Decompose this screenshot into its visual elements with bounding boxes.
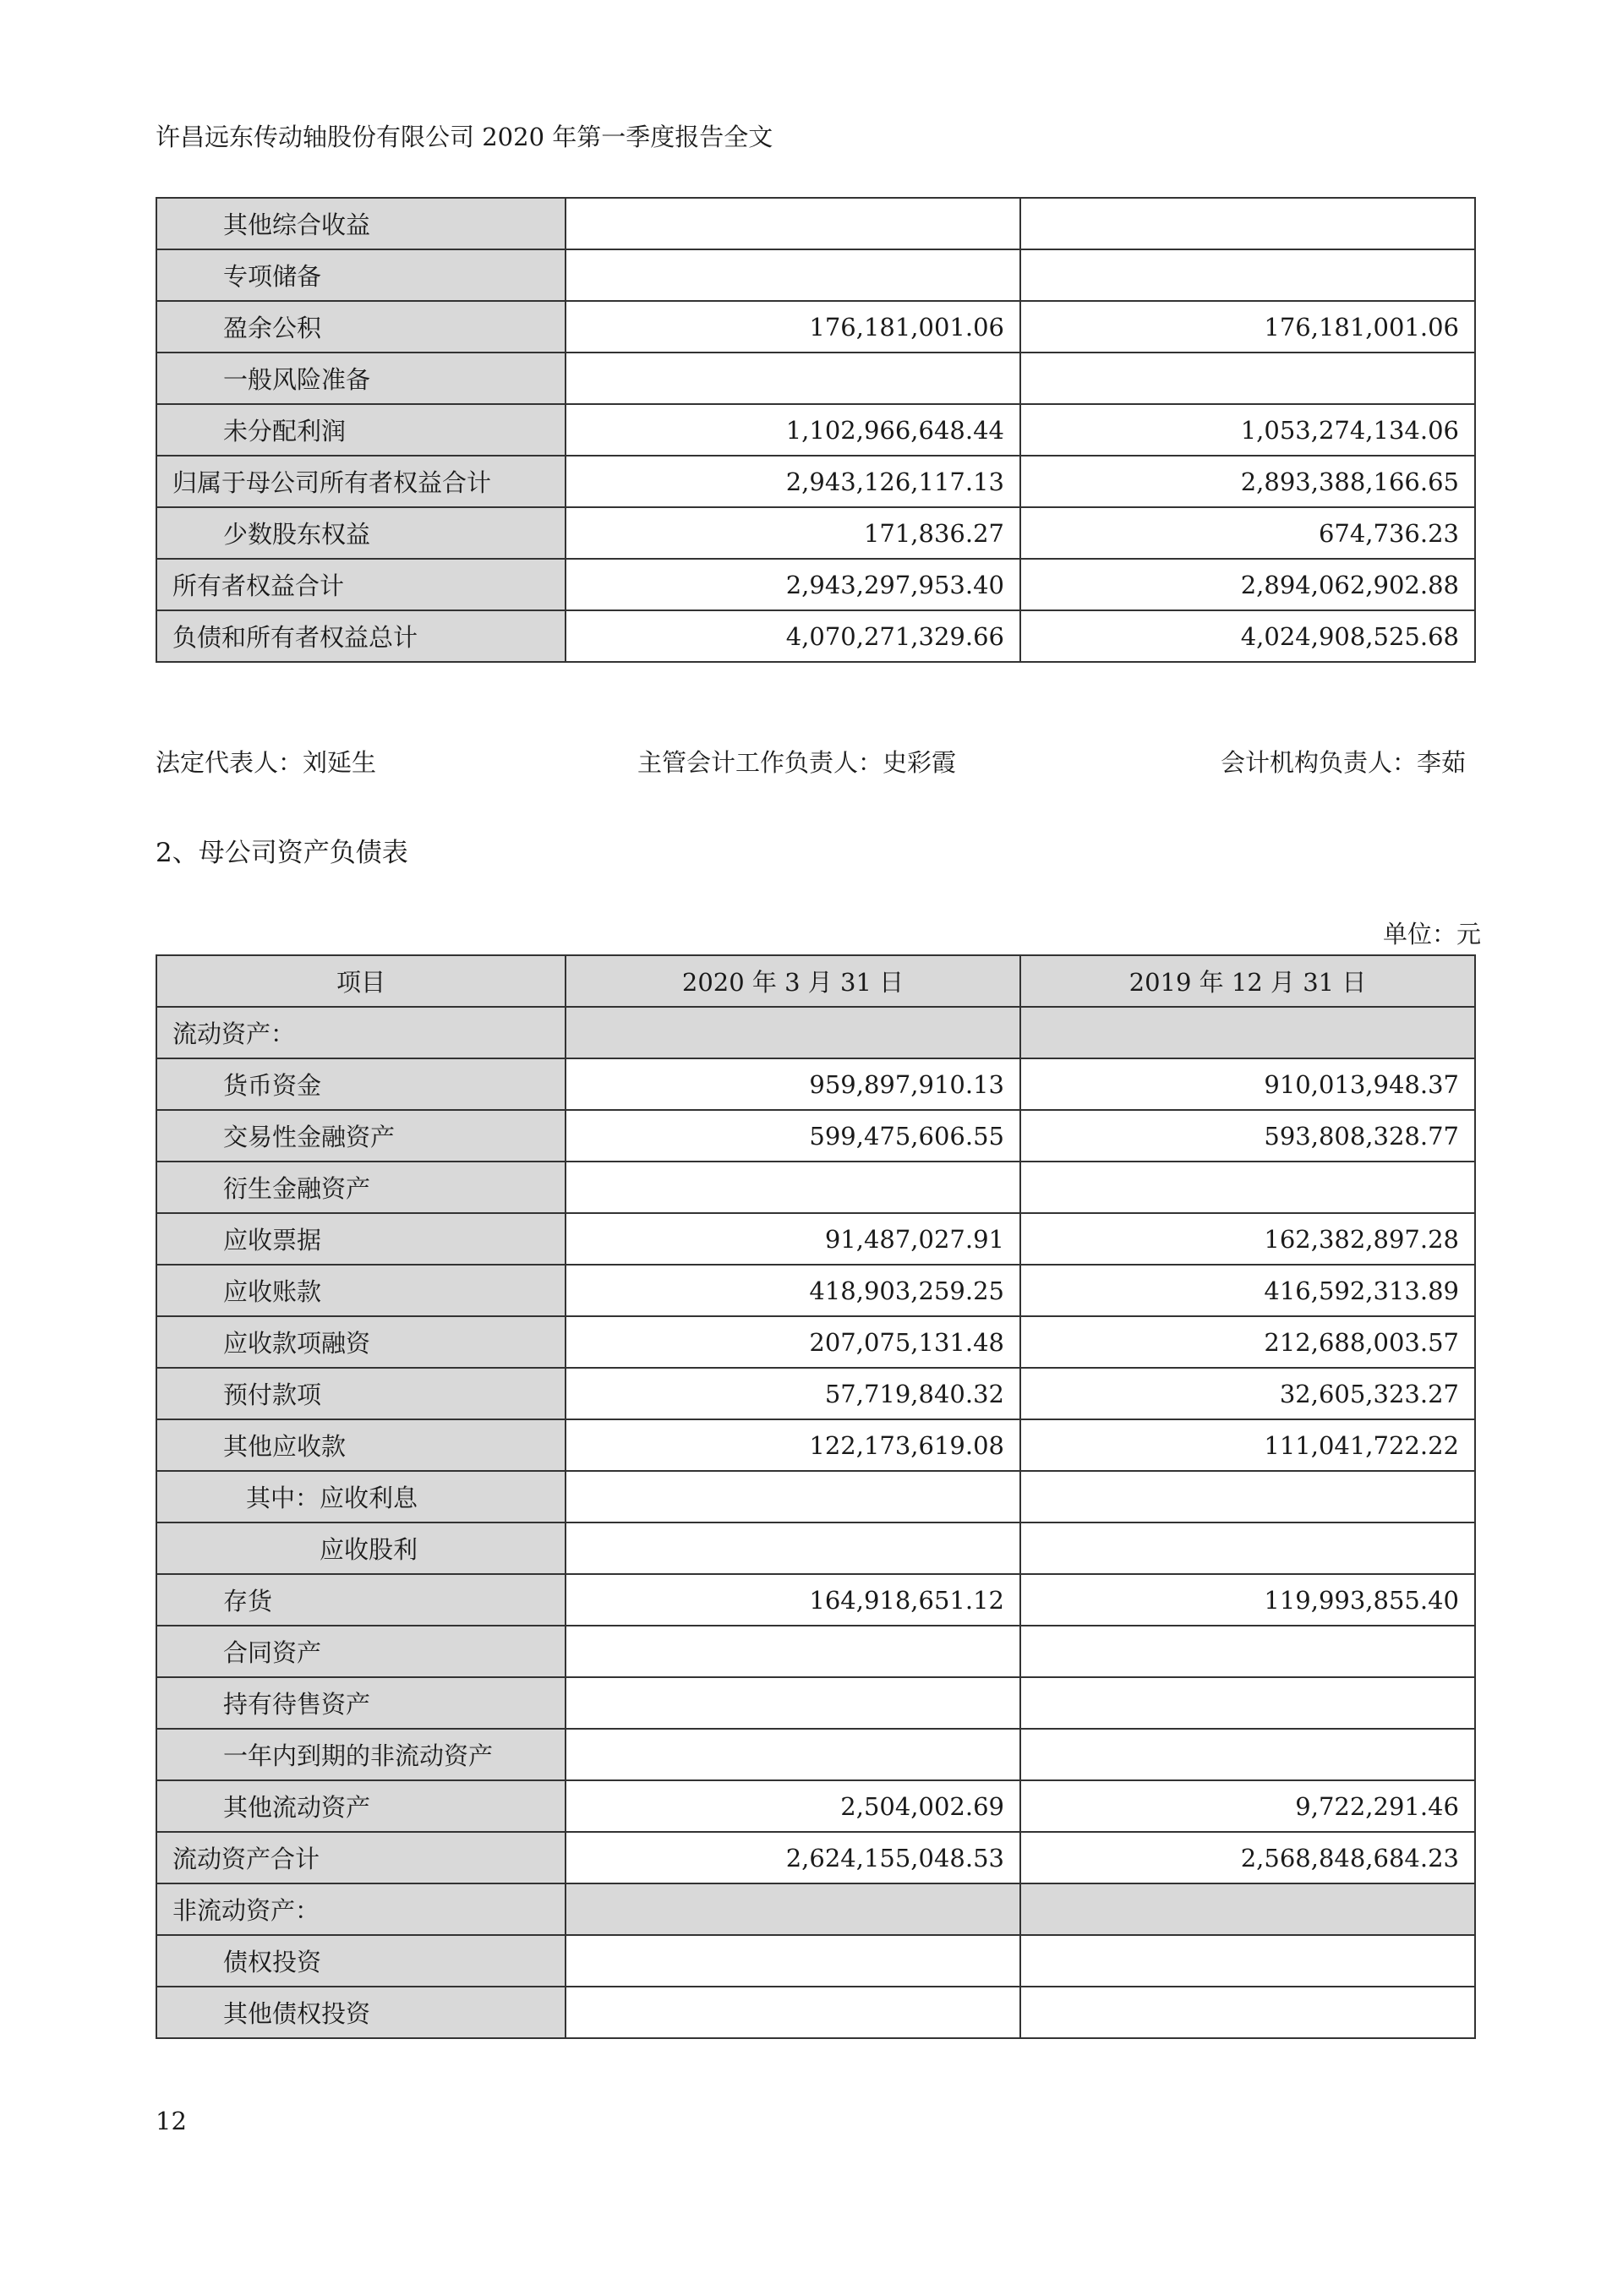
row-value-col2: 176,181,001.06 [1020,301,1475,353]
table-row [156,1935,1475,1987]
header-col2: 2019 年 12 月 31 日 [1020,955,1475,1007]
table-row [156,353,1475,404]
page-number: 12 [156,2107,187,2135]
table-row [156,1265,1475,1316]
table-header-row [156,955,1475,1007]
row-value-col2: 9,722,291.46 [1020,1780,1475,1832]
table-row [156,1522,1475,1574]
row-value-col1: 1,102,966,648.44 [566,404,1020,456]
table-row [156,404,1475,456]
row-label: 其他综合收益 [156,198,566,249]
row-value-col1: 91,487,027.91 [566,1213,1020,1265]
row-value-col2 [1020,249,1475,301]
row-value-col2 [1020,1935,1475,1987]
row-label: 交易性金融资产 [156,1110,566,1162]
row-label: 未分配利润 [156,404,566,456]
row-value-col2 [1020,1522,1475,1574]
row-label: 应收账款 [156,1265,566,1316]
table-row [156,1058,1475,1110]
row-value-col1: 171,836.27 [566,507,1020,559]
row-value-col1 [566,198,1020,249]
row-value-col2: 212,688,003.57 [1020,1316,1475,1368]
row-label: 其他债权投资 [156,1987,566,2038]
row-label: 应收款项融资 [156,1316,566,1368]
row-value-col1 [566,1987,1020,2038]
table-row [156,1780,1475,1832]
report-header: 许昌远东传动轴股份有限公司 2020 年第一季度报告全文 [156,123,773,151]
row-value-col2 [1020,1677,1475,1729]
row-value-col2: 119,993,855.40 [1020,1574,1475,1626]
table-row [156,198,1475,249]
table-row [156,610,1475,662]
row-label: 其他应收款 [156,1419,566,1471]
accounting-org-head: 会计机构负责人：李茹 [1221,748,1467,777]
table-row [156,301,1475,353]
row-label: 负债和所有者权益总计 [156,610,566,662]
table-row [156,1987,1475,2038]
row-value-col1 [566,1883,1020,1935]
parent-balance-sheet-table [156,954,1476,2039]
row-label: 一年内到期的非流动资产 [156,1729,566,1780]
row-value-col2: 2,568,848,684.23 [1020,1832,1475,1883]
row-value-col1 [566,1729,1020,1780]
row-value-col2 [1020,1729,1475,1780]
row-value-col1: 176,181,001.06 [566,301,1020,353]
row-label: 货币资金 [156,1058,566,1110]
table-row [156,507,1475,559]
row-value-col2: 4,024,908,525.68 [1020,610,1475,662]
row-value-col2: 1,053,274,134.06 [1020,404,1475,456]
row-value-col2: 32,605,323.27 [1020,1368,1475,1419]
row-value-col2: 593,808,328.77 [1020,1110,1475,1162]
row-label: 所有者权益合计 [156,559,566,610]
row-label: 债权投资 [156,1935,566,1987]
row-value-col2 [1020,1471,1475,1522]
row-value-col2: 162,382,897.28 [1020,1213,1475,1265]
row-value-col1: 2,504,002.69 [566,1780,1020,1832]
row-value-col1: 164,918,651.12 [566,1574,1020,1626]
table-row [156,1213,1475,1265]
section-title: 2、母公司资产负债表 [156,838,408,868]
row-value-col2 [1020,353,1475,404]
row-label: 应收股利 [156,1522,566,1574]
row-value-col1 [566,1162,1020,1213]
row-label: 少数股东权益 [156,507,566,559]
row-value-col1: 122,173,619.08 [566,1419,1020,1471]
row-value-col1 [566,1677,1020,1729]
row-value-col1: 2,943,297,953.40 [566,559,1020,610]
row-value-col1 [566,1522,1020,1574]
row-value-col1: 2,943,126,117.13 [566,456,1020,507]
row-value-col1: 959,897,910.13 [566,1058,1020,1110]
row-label: 一般风险准备 [156,353,566,404]
row-value-col1: 599,475,606.55 [566,1110,1020,1162]
row-value-col2 [1020,198,1475,249]
table-row [156,1626,1475,1677]
row-value-col2 [1020,1626,1475,1677]
row-value-col2: 2,893,388,166.65 [1020,456,1475,507]
row-value-col1 [566,1471,1020,1522]
row-label: 流动资产： [156,1007,566,1058]
row-label: 归属于母公司所有者权益合计 [156,456,566,507]
row-label: 存货 [156,1574,566,1626]
row-value-col2: 674,736.23 [1020,507,1475,559]
row-label: 盈余公积 [156,301,566,353]
table-row [156,249,1475,301]
row-value-col2: 910,013,948.37 [1020,1058,1475,1110]
row-value-col2 [1020,1007,1475,1058]
table-row [156,559,1475,610]
row-value-col1 [566,249,1020,301]
row-value-col2 [1020,1883,1475,1935]
legal-representative: 法定代表人：刘延生 [156,748,377,777]
table-row [156,1471,1475,1522]
accounting-head: 主管会计工作负责人：史彩霞 [637,748,957,777]
row-label: 持有待售资产 [156,1677,566,1729]
row-value-col2 [1020,1987,1475,2038]
row-value-col2: 2,894,062,902.88 [1020,559,1475,610]
row-value-col1: 2,624,155,048.53 [566,1832,1020,1883]
row-label: 非流动资产： [156,1883,566,1935]
table-row [156,456,1475,507]
unit-label: 单位：元 [1382,920,1481,948]
row-value-col1: 418,903,259.25 [566,1265,1020,1316]
row-value-col2 [1020,1162,1475,1213]
row-value-col1: 4,070,271,329.66 [566,610,1020,662]
table-row [156,1368,1475,1419]
row-label: 应收票据 [156,1213,566,1265]
row-label: 流动资产合计 [156,1832,566,1883]
row-value-col2: 111,041,722.22 [1020,1419,1475,1471]
row-label: 专项储备 [156,249,566,301]
table-row [156,1419,1475,1471]
table-row [156,1110,1475,1162]
row-label: 其中：应收利息 [156,1471,566,1522]
equity-table [156,197,1476,663]
row-value-col1 [566,1626,1020,1677]
table-row [156,1162,1475,1213]
table-row [156,1677,1475,1729]
row-value-col1 [566,1007,1020,1058]
table-row [156,1007,1475,1058]
row-value-col1: 57,719,840.32 [566,1368,1020,1419]
table-row [156,1883,1475,1935]
table-row [156,1316,1475,1368]
header-col1: 2020 年 3 月 31 日 [566,955,1020,1007]
row-value-col1: 207,075,131.48 [566,1316,1020,1368]
table-row [156,1729,1475,1780]
row-value-col1 [566,1935,1020,1987]
row-label: 预付款项 [156,1368,566,1419]
row-label: 合同资产 [156,1626,566,1677]
table-row [156,1832,1475,1883]
row-value-col1 [566,353,1020,404]
row-label: 其他流动资产 [156,1780,566,1832]
row-value-col2: 416,592,313.89 [1020,1265,1475,1316]
table-row [156,1574,1475,1626]
row-label: 衍生金融资产 [156,1162,566,1213]
header-item: 项目 [156,955,566,1007]
